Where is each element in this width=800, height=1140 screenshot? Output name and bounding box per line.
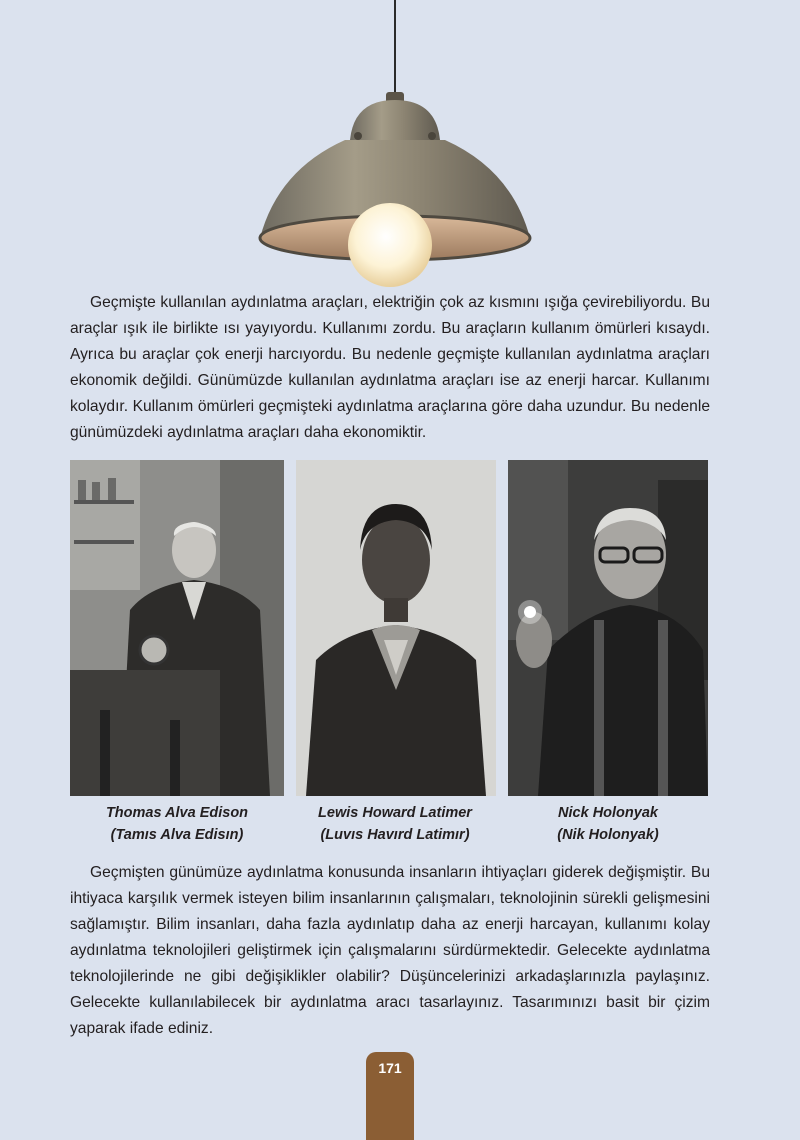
caption-pronunciation: (Luvıs Havırd Latimır) xyxy=(320,827,470,843)
edison-portrait-photo xyxy=(70,460,284,796)
caption-name: Nick Holonyak xyxy=(558,805,658,821)
activity-paragraph: Geçmişten günümüze aydınlatma konusunda insanların ihtiyaçları giderek değişmiştir. Bu ihtiyaca karşılık vermek isteyen bilim insanlarının çalışmaları, teknolojinin sürekli gelişmesini sağlamıştır. Bilim insanları, daha fazla aydınlatıp daha az enerji harcayan, kullanımı kolay aydınlatma teknolojileri geliştirmek için çalışmalarını sürdürmektedir. Gelecekte aydınlatma teknolojilerinde ne gibi değişiklikler olabilir? Düşüncelerinizi arkadaşlarınızla paylaşınız. Gelecekte kullanılabilecek bir aydınlatma aracı tasarlayınız. Tasarımınızı basit bir çizim yaparak ifade ediniz. xyxy=(70,864,710,1037)
intro-paragraph: Geçmişte kullanılan aydınlatma araçları, elektriğin çok az kısmını ışığa çevirebiliyordu. Bu araçlar ışık ile birlikte ısı yayıyordu. Kullanımı zordu. Bu araçların kullanım ömürleri kısaydı. Ayrıca bu araçlar çok enerji harcıyordu. Bu nedenle geçmişte kullanılan aydınlatma araçları ekonomik değildi. Günümüzde kullanılan aydınlatma araçları ise az enerji harcar. Kullanımı kolaydır. Kullanım ömürleri geçmişteki aydınlatma araçlarına göre daha uzundur. Bu nedenle günümüzdeki aydınlatma araçları daha ekonomiktir. xyxy=(70,294,710,441)
caption-name: Thomas Alva Edison xyxy=(105,805,249,821)
caption-pronunciation: (Nik Holonyak) xyxy=(557,827,659,843)
holonyak-caption xyxy=(488,802,728,846)
page-number: 171 xyxy=(378,1060,402,1076)
latimer-caption xyxy=(275,802,515,846)
caption-pronunciation: (Tamıs Alva Edisın) xyxy=(110,827,244,843)
caption-name: Lewis Howard Latimer xyxy=(318,805,472,821)
latimer-portrait-photo xyxy=(296,460,496,796)
page-number-tab xyxy=(366,1052,414,1140)
edison-caption xyxy=(57,802,297,846)
holonyak-portrait-photo xyxy=(508,460,708,796)
pendant-lamp-icon xyxy=(250,0,540,290)
